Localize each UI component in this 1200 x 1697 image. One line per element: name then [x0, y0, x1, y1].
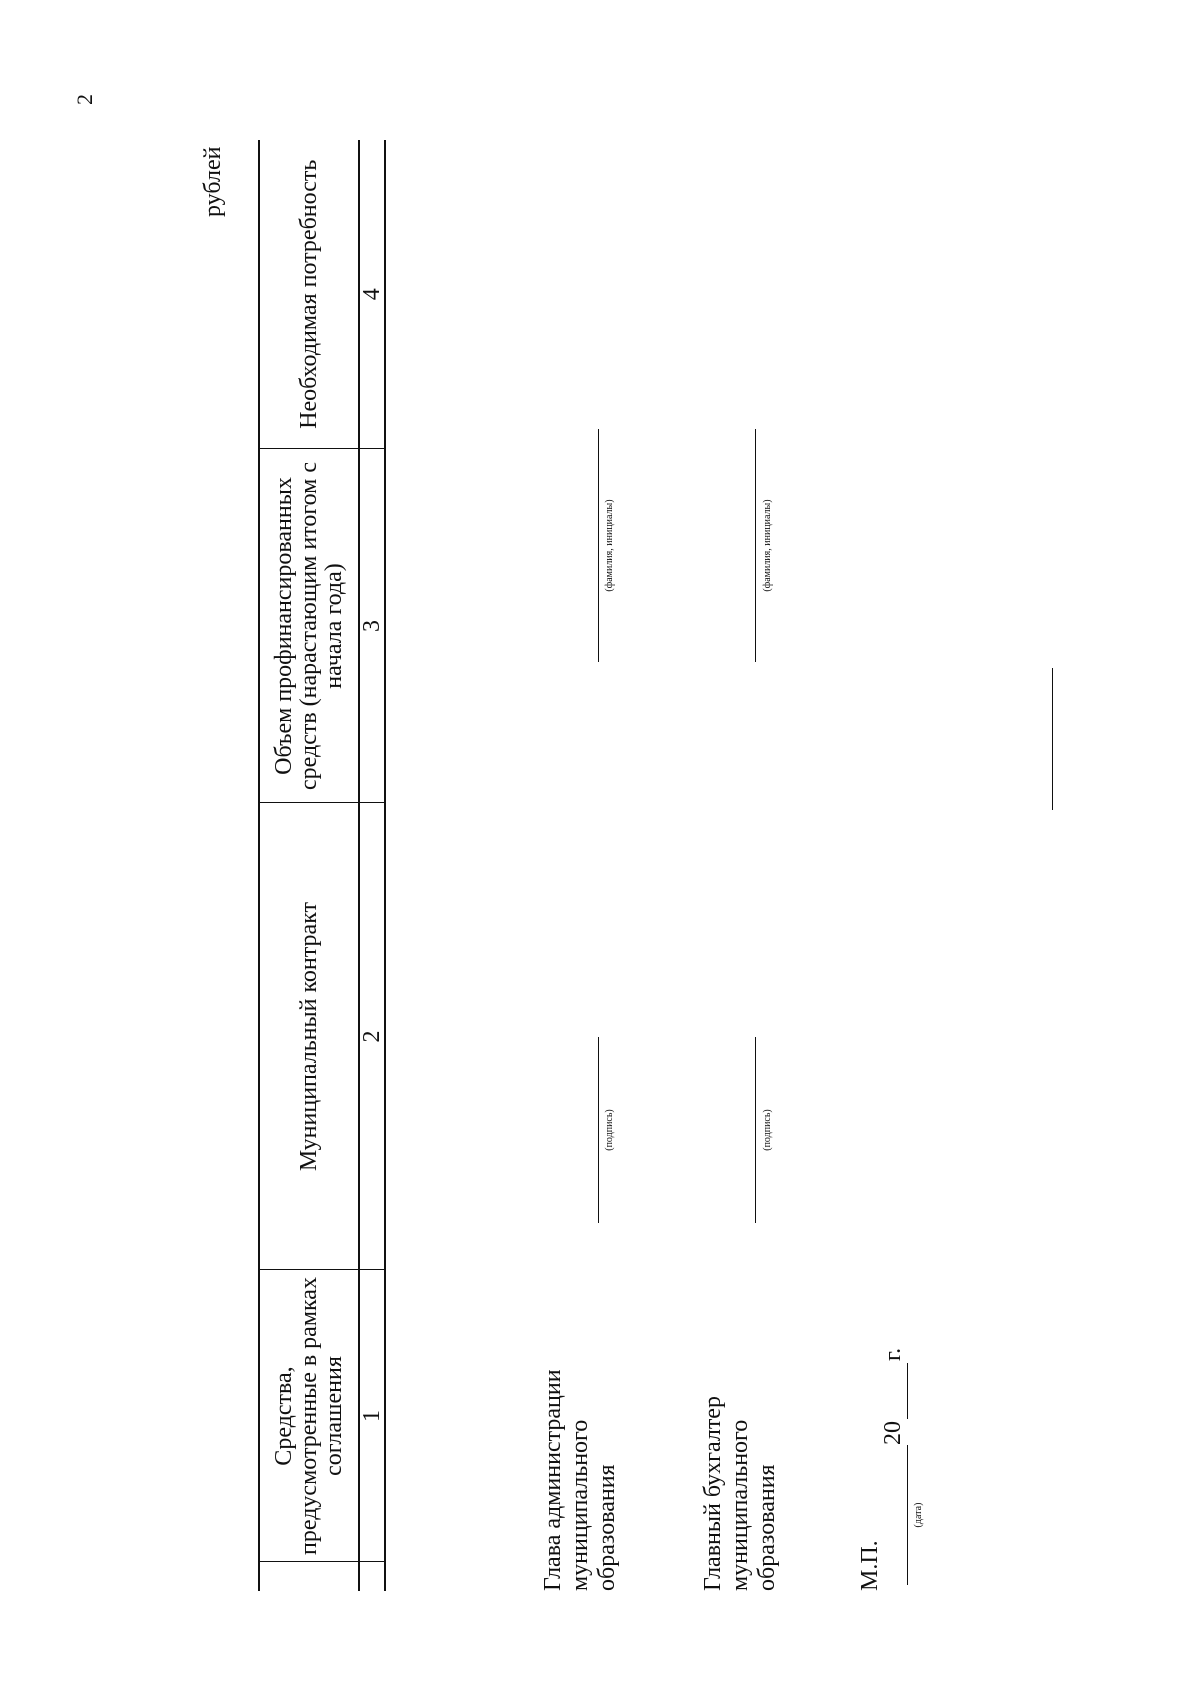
column-number-cell: 4	[359, 140, 385, 449]
head-signature-line	[598, 1037, 599, 1223]
head-signature-caption: (подпись)	[604, 1109, 615, 1151]
table-number-row	[359, 140, 385, 1591]
table-header-row	[259, 140, 359, 1591]
table-stub-cell	[359, 1562, 385, 1591]
signatory-head-label: Глава администрации муниципального образования	[540, 1369, 620, 1591]
accountant-signature-caption: (подпись)	[762, 1109, 773, 1151]
column-number-cell: 3	[359, 449, 385, 803]
date-day-line	[907, 1445, 908, 1585]
header-cell: Необходимая потребность	[259, 140, 359, 449]
signatory-accountant-label: Главный бухгалтер муниципального образования	[700, 1396, 780, 1591]
header-cell: Объем профинансированных средств (нарастающим итогом с начала года)	[259, 449, 359, 803]
column-number-cell: 1	[359, 1270, 385, 1562]
header-cell: Муниципальный контракт	[259, 803, 359, 1270]
stamp-label: М.П.	[857, 1540, 883, 1591]
accountant-signature-line	[755, 1037, 756, 1223]
date-year-line	[907, 1363, 908, 1419]
head-name-caption: (фамилия, инициалы)	[604, 499, 615, 592]
accountant-name-caption: (фамилия, инициалы)	[762, 499, 773, 592]
page-number: 2	[72, 94, 97, 105]
footnote-separator	[1052, 668, 1053, 810]
accountant-name-line	[755, 429, 756, 662]
table-stub-cell	[259, 1562, 359, 1591]
column-number-cell: 2	[359, 803, 385, 1270]
units-label: рублей	[200, 146, 226, 217]
financing-table	[258, 140, 386, 1591]
head-name-line	[598, 429, 599, 662]
header-cell: Средства, предусмотренные в рамках соглашения	[259, 1270, 359, 1562]
date-year-suffix: г.	[880, 1347, 906, 1361]
date-caption: (дата)	[913, 1502, 924, 1528]
date-year-prefix: 20	[880, 1421, 906, 1445]
